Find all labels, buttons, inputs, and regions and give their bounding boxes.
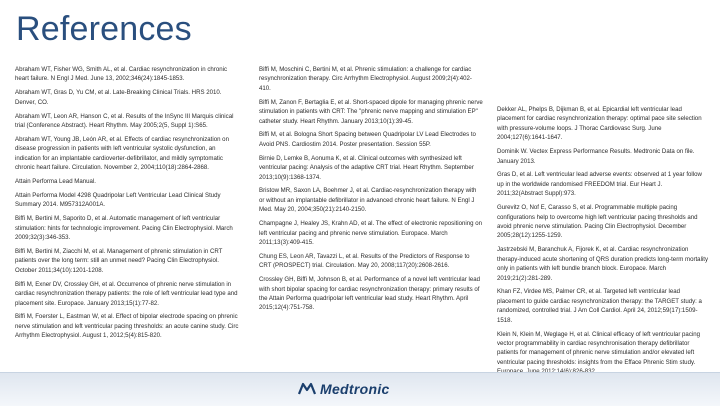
- reference-entry: Dekker AL, Phelps B, Dijkman B, et al. Epicardial left ventricular lead placement for cardiac resynchronization therapy: optimal pace site selection with pressure-volume loops. J Thorac Cardiovasc Surg. June 2004;127(6):1641-1647.: [497, 106, 702, 142]
- reference-entry: Biffi M, Foerster L, Eastman W, et al. Effect of bipolar electrode spacing on phrenic nerve stimulation and left ventricular pacing thresholds: an acute canine study. Circ Arrhythm Electrophysiol. August 1, 2012;5(4):815-820.: [15, 313, 239, 340]
- reference-entry: Jastrzebski M, Baranchuk A, Fijorek K, et al. Cardiac resynchronization therapy-induced acute shortening of QRS duration predicts long-term mortality only in patients with left bundle branch block. Europace. March 2019;21(2):281-289.: [497, 246, 709, 282]
- reference-entry: Biffi M, Moschini C, Bertini M, et al. Phrenic stimulation: a challenge for cardiac resynchronization therapy. Circ Arrhythm Electrophysiol. August 2009;2(4):402-410.: [259, 66, 472, 92]
- reference-entry: Attain Performa Model 4298 Quadripolar Left Ventricular Lead Clinical Study Summary 2014. M957312A001A.: [15, 191, 221, 209]
- brand-name: Medtronic: [320, 381, 390, 397]
- reference-entry: Gurevitz O, Nof E, Carasso S, et al. Programmable multiple pacing configurations help to overcome high left ventricular pacing thresholds and avoid phrenic nerve stimulation. Pacing Clin Electrophysiol. December 2005;28(12):1255-1259.: [497, 204, 698, 240]
- reference-entry: Biffi M, Zanon F, Bertaglia E, et al. Short-spaced dipole for managing phrenic nerve stimulation in patients with CRT: The "phrenic nerve mapping and stimulation EP" catheter study. Heart Rhythm. January 2013;10(1):39-45.: [259, 98, 483, 125]
- reference-entry: Gras D, et al. Left ventricular lead adverse events: observed at 1 year follow up in the worldwide randomised FREEDOM trial. Eur Heart J. 2011;32(Abstract Suppl):973.: [497, 171, 702, 198]
- reference-entry: Abraham WT, Fisher WG, Smith AL, et al. Cardiac resynchronization in chronic heart failure. N Engl J Med. June 13, 2002;346(24):1845-1853.: [15, 66, 228, 83]
- reference-entry: Biffi M, et al. Bologna Short Spacing between Quadripolar LV Lead Electrodes to Avoid PNS. Cardiostim 2014. Poster presentation. Session 55P.: [259, 131, 476, 148]
- reference-entry: Birnie D, Lemke B, Aonuma K, et al. Clinical outcomes with synthesized left ventricular pacing: Analysis of the adaptive CRT trial. Heart Rhythm. September 2013;10(9):1368-1374.: [259, 154, 474, 181]
- reference-entry: Abraham WT, Young JB, León AR, et al. Effects of cardiac resynchronization on disease progression in patients with left ventricular systolic dysfunction, an indication for an implantable cardioverter-defibrillator, and mildly symptomatic chronic heart failure. Circulation. November 2, 2004;110(18):2864-2868.: [15, 135, 229, 172]
- reference-entry: Khan FZ, Virdee MS, Palmer CR, et al. Targeted left ventricular lead placement to guide cardiac resynchronization therapy: the TARGET study: a randomized, controlled trial. J Am Coll Cardiol. April 24, 2012;59(17):1509-1518.: [497, 288, 702, 324]
- reference-entry: Biffi M, Exner DV, Crossley GH, et al. Occurrence of phrenic nerve stimulation in cardiac resynchronization therapy patients: the role of left ventricular lead type and placement site. Europace. January 2013;15(1):77-82.: [15, 280, 238, 307]
- reference-entry: Attain Performa Lead Manual.: [15, 178, 96, 186]
- references-column-1: [15, 65, 241, 345]
- reference-entry: Chung ES, Leon AR, Tavazzi L, et al. Results of the Predictors of Response to CRT (PROSPECT) trial. Circulation. May 20, 2008;117(20):2608-2616.: [259, 252, 470, 270]
- references-column-2: [259, 65, 483, 317]
- reference-entry: Champagne J, Healey JS, Krahn AD, et al. The effect of electronic repositioning on left ventricular pacing and phrenic nerve stimulation. Europace. March 2011;13(3):409-415.: [259, 220, 483, 246]
- reference-entry: Bristow MR, Saxon LA, Boehmer J, et al. Cardiac-resynchronization therapy with or without an implantable defibrillator in advanced chronic heart failure. N Engl J Med. May 20, 2004;350(21):2140-2150.: [259, 187, 477, 214]
- references-column-3: [497, 105, 709, 381]
- reference-entry: Dominik W. Vectex Express Performance Results. Medtronic Data on file. January 2013.: [497, 148, 695, 165]
- reference-entry: Klein N, Klein M, Weglage H, et al. Clinical efficacy of left ventricular pacing vector programmability in cardiac resynchronisation therapy defibrillator patients for management of phrenic nerve stimulation and/or elevated left ventricular pacing thresholds: insights from the Efface Phrenic Stim study.: [497, 330, 700, 366]
- reference-entry: Abraham WT, Leon AR, Hanson C, et al. Results of the InSync III Marquis clinical trial (Conference Abstract). Heart Rhythm. May 2005;2(5, Suppl 1):S65.: [15, 112, 234, 130]
- reference-entry: Crossley GH, Biffi M, Johnson B, et al. Performance of a novel left ventricular lead with short bipolar spacing for cardiac resynchronization therapy: primary results of the Attain Performa quadripolar left ventricular lead study. Heart Rhythm. April 2015;12(4):751-758.: [259, 276, 481, 312]
- brand-logo: [298, 381, 390, 397]
- reference-entry: Biffi M, Bertini M, Ziacchi M, et al. Management of phrenic stimulation in CRT patients over the long term: still an unmet need? Pacing Clin Electrophysiol. October 2011;34(10):1201-1208.: [15, 248, 223, 274]
- medtronic-logo-icon: [298, 382, 316, 396]
- reference-entry: Abraham WT, Gras D, Yu CM, et al. Late-Breaking Clinical Trials. HRS 2010. Denver, CO.: [15, 89, 222, 106]
- page-title: References: [16, 10, 192, 48]
- reference-entry: Biffi M, Bertini M, Saporito D, et al. Automatic management of left ventricular stimulation: hints for technologic improvement. Pacing Clin Electrophysiol. March 2009;32(3):346-353.: [15, 215, 233, 242]
